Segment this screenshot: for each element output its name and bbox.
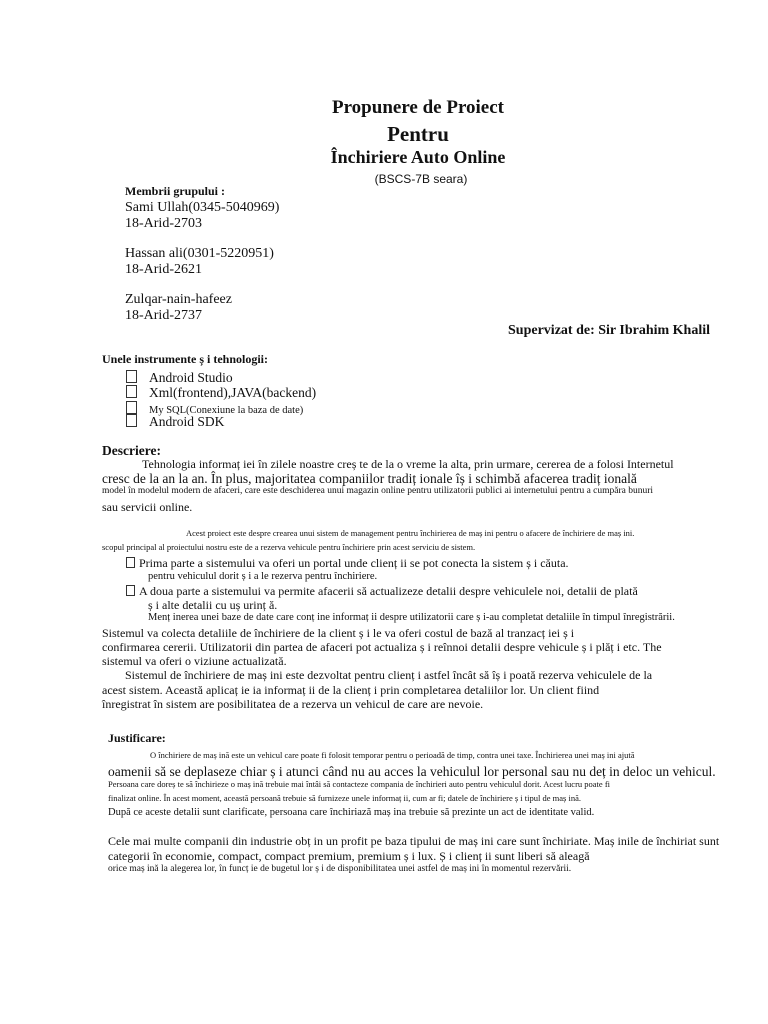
description-text: sistemul va oferi o viziune actualizată. (102, 654, 287, 668)
justification-text: oamenii să se deplaseze chiar ș i atunci când nu au acces la vehiculul lor personal sau nu deț in deloc un vehicul. (108, 764, 716, 779)
checkbox-icon (126, 370, 137, 383)
description-text: scopul principal al proiectului nostru este de a rezerva vehicule pentru închiriere prin acest serviciu de sistem. (102, 542, 476, 552)
description-text: cresc de la an la an. În plus, majoritatea companiilor tradiț ionale îș i schimbă afacerea tradiț ională (102, 471, 637, 486)
justification-text: Cele mai multe companii din industrie obț in un profit pe baza tipului de maș ini care sunt închiriate. Maș inile de închiriat sunt (108, 834, 720, 848)
tool-item: Xml(frontend),JAVA(backend) (126, 385, 316, 401)
member-1-id: 18-Arid-2703 (125, 216, 202, 231)
description-text: Menț inerea unei baze de date care conț ine informaț ii despre utilizatorii care ș i-au completat detaliile în timpul înregistrării. (148, 612, 675, 623)
tools-heading: Unele instrumente ș i tehnologii: (102, 352, 268, 366)
justification-text: Persoana care doreș te să închirieze o maș ină trebuie mai întâi să contacteze compania de închirieri auto pentru vehiculul dorit. Acest lucru poate fi (108, 779, 611, 789)
description-text: Tehnologia informaț iei în zilele noastre creș te de la o vreme la alta, prin urmare, cererea de a folosi Internetul (142, 457, 674, 471)
description-text: sau servicii online. (102, 500, 193, 514)
member-2-id: 18-Arid-2621 (125, 262, 202, 277)
description-text: model în modelul modern de afaceri, care este deschiderea unui magazin online pentru utilizatorii publici ai internetului pentru a cumpăra bunuri (102, 486, 654, 496)
justification-text: orice maș ină la alegerea lor, în funcț ie de bugetul lor ș i de disponibilitatea unei astfel de maș ini în momentul rezervării. (108, 864, 572, 874)
justification-heading: Justificare: (108, 731, 166, 745)
description-text: Sistemul va colecta detaliile de închiriere de la client ș i le va oferi costul de bază al tranzacț iei ș i (102, 626, 575, 640)
title-line-1: Propunere de Proiect (331, 97, 505, 118)
tool-item: My SQL(Conexiune la baza de date) (126, 401, 303, 416)
description-text: Acest proiect este despre crearea unui sistem de management pentru închirierea de maș ini pentru o afacere de închiriere de maș ini. (186, 528, 635, 538)
description-text: Prima parte a sistemului va oferi un portal unde clienț ii se pot conecta la sistem ș i căuta. (126, 556, 569, 571)
checkbox-icon (126, 385, 137, 398)
tool-item: Android SDK (126, 414, 224, 430)
description-text: A doua parte a sistemului va permite afacerii să actualizeze detalii despre vehiculele noi, detalii de plată (126, 584, 638, 599)
members-heading: Membrii grupului : (125, 184, 226, 198)
description-text: acest sistem. Această aplicaț ie ia informaț ii de la clienț i prin completarea detaliilor lor. Un client fiind (102, 683, 600, 697)
member-3-name: Zulqar-nain-hafeez (125, 292, 232, 307)
justification-text: O închiriere de maș ină este un vehicul care poate fi folosit temporar pentru o perioadă de timp, contra unei taxe. Închirierea unei maș ini ajută (150, 750, 635, 760)
justification-text: După ce aceste detalii sunt clarificate, persoana care închiriază maș ina trebuie să prezinte un act de identitate valid. (108, 807, 595, 818)
description-heading: Descriere: (102, 443, 161, 458)
checkbox-icon (126, 557, 135, 568)
tool-item: Android Studio (126, 370, 233, 386)
description-text: Sistemul de închiriere de maș ini este dezvoltat pentru clienț i astfel încât să îș i poată rezerva vehiculele de la (125, 668, 653, 682)
member-1-name: Sami Ullah(0345-5040969) (125, 200, 280, 215)
description-text: confirmarea cererii. Utilizatorii din partea de afaceri pot actualiza ș i reînnoi detalii despre vehicule ș i plăț i etc. The (102, 640, 662, 654)
description-text: înregistrat în sistem are posibilitatea de a rezerva un vehicul de care are nevoie. (102, 697, 484, 711)
description-text: pentru vehiculul dorit ș i a le rezerva pentru închiriere. (148, 571, 378, 582)
title-line-3: Închiriere Auto Online (330, 147, 506, 167)
description-text: ș i alte detalii cu uș urinț ă. (148, 598, 278, 612)
member-2-name: Hassan ali(0301-5220951) (125, 246, 274, 261)
title-line-2: Pentru (387, 122, 449, 146)
checkbox-icon (126, 585, 135, 596)
checkbox-icon (126, 401, 137, 414)
checkbox-icon (126, 414, 137, 427)
member-3-id: 18-Arid-2737 (125, 308, 202, 323)
supervisor: Supervizat de: Sir Ibrahim Khalil (508, 323, 710, 338)
class-label: (BSCS-7B seara) (374, 172, 468, 186)
justification-text: categorii în economie, compact, compact premium, premium ș i lux. Ș i clienț ii sunt liberi să aleagă (108, 849, 590, 863)
justification-text: finalizat online. În acest moment, această persoană trebuie să furnizeze unele informaț ii, cum ar fi; datele de închiriere ș i tipul de maș ină. (108, 793, 581, 803)
